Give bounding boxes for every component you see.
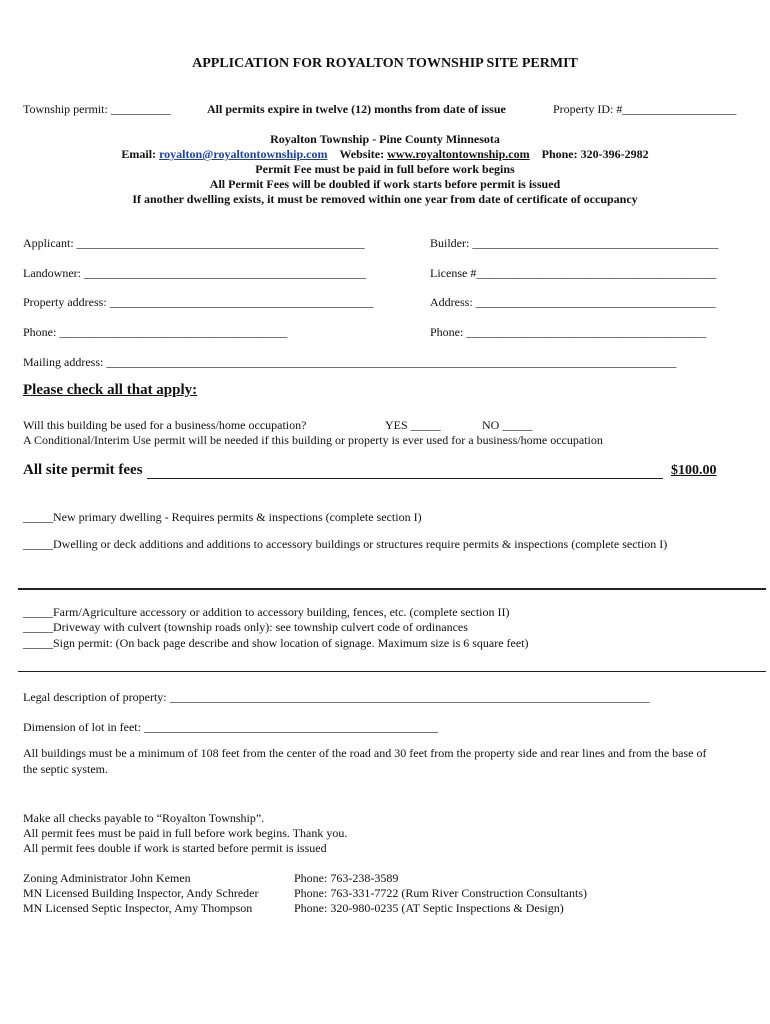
section-divider — [18, 588, 766, 590]
fee-notice-1: Permit Fee must be paid in full before work begins — [255, 162, 515, 176]
mailing-address-field[interactable]: Mailing address: _______________________________________________________________________________________________ — [23, 355, 677, 369]
property-id-field[interactable]: Property ID: #___________________ — [553, 102, 737, 116]
fees-amount: $100.00 — [671, 463, 717, 478]
landowner-field[interactable]: Landowner: _______________________________________________ — [23, 266, 366, 280]
expire-notice: All permits expire in twelve (12) months from date of issue — [207, 102, 506, 116]
fees-underline — [147, 478, 663, 479]
setback-rule-1: All buildings must be a minimum of 108 feet from the center of the road and 30 feet from the property side and rear lines and from the base of — [23, 746, 707, 760]
lot-dimension-field[interactable]: Dimension of lot in feet: _________________________________________________ — [23, 720, 438, 734]
township-permit-field[interactable]: Township permit: __________ — [23, 102, 171, 116]
builder-address-field[interactable]: Address: ________________________________________ — [430, 295, 716, 309]
email-label: Email: — [121, 147, 157, 161]
email-link[interactable]: royalton@royaltontownship.com — [159, 147, 328, 161]
contact-role: MN Licensed Building Inspector, Andy Schreder — [23, 886, 259, 900]
double-notice: All permit fees double if work is started before permit is issued — [23, 841, 327, 855]
org-phone: Phone: 320-396-2982 — [541, 147, 649, 161]
option-farm[interactable]: _____Farm/Agriculture accessory or addition to accessory building, fences, etc. (complete section II) — [23, 605, 510, 619]
section-divider-thin — [18, 671, 766, 672]
org-name: Royalton Township - Pine County Minnesota — [270, 132, 500, 146]
builder-phone-field[interactable]: Phone: ________________________________________ — [430, 325, 707, 339]
paid-notice: All permit fees must be paid in full before work begins. Thank you. — [23, 826, 348, 840]
option-new-dwelling[interactable]: _____New primary dwelling - Requires permits & inspections (complete section I) — [23, 510, 422, 524]
checks-payable: Make all checks payable to “Royalton Township”. — [23, 811, 265, 825]
option-additions[interactable]: _____Dwelling or deck additions and additions to accessory buildings or structures require permits & inspections (complete section I) — [23, 537, 668, 551]
website-link[interactable]: www.royaltontownship.com — [387, 147, 530, 161]
no-option[interactable]: NO _____ — [482, 418, 533, 432]
contact-phone: Phone: 320-980-0235 (AT Septic Inspections & Design) — [294, 901, 564, 915]
property-address-field[interactable]: Property address: ____________________________________________ — [23, 295, 374, 309]
cup-notice: A Conditional/Interim Use permit will be needed if this building or property is ever used for a business/home occupation — [23, 433, 603, 447]
contact-role: MN Licensed Septic Inspector, Amy Thompson — [23, 901, 253, 915]
fees-label: All site permit fees — [23, 462, 143, 478]
applicant-phone-field[interactable]: Phone: ______________________________________ — [23, 325, 288, 339]
option-sign[interactable]: _____Sign permit: (On back page describe and show location of signage. Maximum size is 6 square feet) — [23, 636, 529, 650]
yes-option[interactable]: YES _____ — [385, 418, 441, 432]
builder-field[interactable]: Builder: _________________________________________ — [430, 236, 719, 250]
fee-notice-2: All Permit Fees will be doubled if work starts before permit is issued — [209, 177, 561, 191]
contact-role: Zoning Administrator John Kemen — [23, 871, 191, 885]
check-heading: Please check all that apply: — [23, 382, 198, 398]
option-driveway[interactable]: _____Driveway with culvert (township roads only): see township culvert code of ordinances — [23, 620, 468, 634]
dwelling-notice: If another dwelling exists, it must be removed within one year from date of certificate of occupancy — [132, 192, 638, 206]
setback-rule-2: the septic system. — [23, 762, 108, 776]
contact-line — [0, 147, 770, 162]
license-field[interactable]: License #________________________________________ — [430, 266, 717, 280]
business-question: Will this building be used for a business/home occupation? — [23, 418, 307, 432]
contact-phone: Phone: 763-238-3589 — [294, 871, 399, 885]
legal-description-field[interactable]: Legal description of property: ________________________________________________________________________________ — [23, 690, 650, 704]
website-label: Website: — [339, 147, 385, 161]
contact-phone: Phone: 763-331-7722 (Rum River Construction Consultants) — [294, 886, 587, 900]
applicant-field[interactable]: Applicant: ________________________________________________ — [23, 236, 365, 250]
page-title: APPLICATION FOR ROYALTON TOWNSHIP SITE PERMIT — [192, 56, 578, 71]
